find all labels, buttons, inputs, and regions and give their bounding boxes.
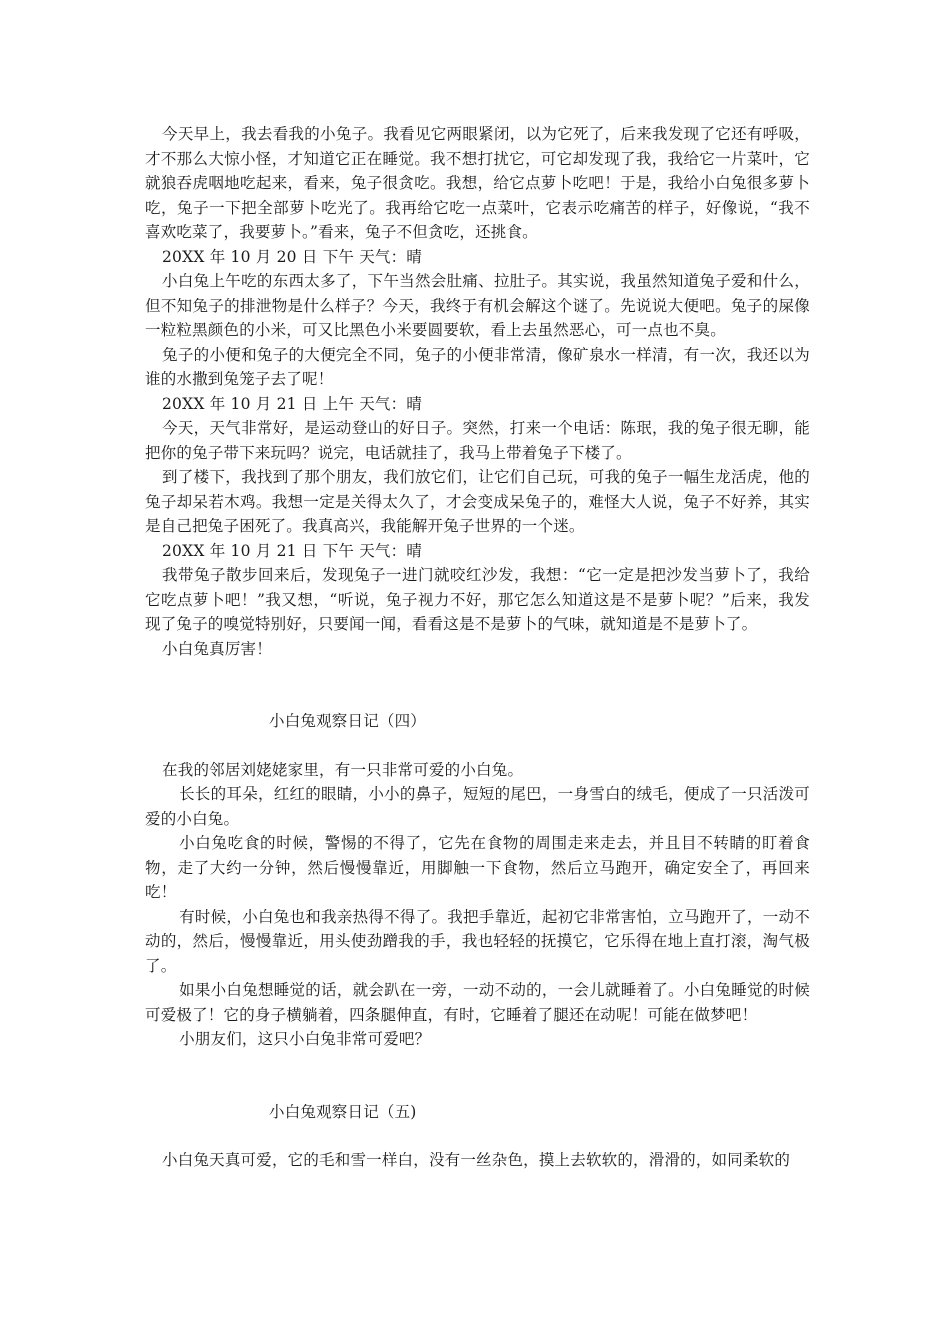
diary-date: 20XX 年 10 月 20 日 下午 天气：晴 (162, 247, 423, 266)
paragraph: 小白兔吃食的时候，警惕的不得了，它先在食物的周围走来走去，并且目不转睛的盯着食物，走了大约一分钟，然后慢慢靠近，用脚触一下食物，然后立马跑开，确定安全了，再回来吃！ (145, 834, 810, 901)
spacer (145, 1052, 810, 1100)
paragraph: 小白兔真厉害！ (162, 639, 272, 658)
diary-date: 20XX 年 10 月 21 日 下午 天气：晴 (162, 541, 423, 560)
paragraph: 小白兔上午吃的东西太多了，下午当然会肚痛、拉肚子。其实说，我虽然知道兔子爱和什么，但不知兔子的排泄物是什么样子？今天，我终于有机会解这个谜了。先说说大便吧。兔子的屎像一粒粒黑颜色的小米，可又比黑色小米要圆要软，看上去虽然恶心，可一点也不臭。 (145, 272, 810, 339)
document-page (145, 122, 810, 1173)
paragraph: 到了楼下，我找到了那个朋友，我们放它们，让它们自己玩，可我的兔子一幅生龙活虎，他的兔子却呆若木鸡。我想一定是关得太久了，才会变成呆兔子的，难怪大人说，兔子不好养，其实是自己把兔子困死了。我真高兴，我能解开兔子世界的一个迷。 (145, 468, 810, 535)
section-title: 小白兔观察日记（五) (269, 1102, 417, 1121)
paragraph: 兔子的小便和兔子的大便完全不同，兔子的小便非常清，像矿泉水一样清，有一次，我还以为谁的水撒到兔笼子去了呢！ (145, 345, 810, 388)
spacer (145, 1124, 810, 1148)
paragraph: 在我的邻居刘姥姥家里，有一只非常可爱的小白兔。 (162, 760, 524, 779)
paragraph: 今天，天气非常好，是运动登山的好日子。突然，打来一个电话：陈珉，我的兔子很无聊，能把你的兔子带下来玩吗？说完，电话就挂了，我马上带着兔子下楼了。 (145, 419, 810, 462)
diary-date: 20XX 年 10 月 21 日 上午 天气：晴 (162, 394, 423, 413)
paragraph: 小朋友们，这只小白兔非常可爱吧？ (179, 1030, 431, 1048)
spacer (145, 661, 810, 709)
paragraph: 有时候，小白兔也和我亲热得不得了。我把手靠近，起初它非常害怕，立马跑开了，一动不动的，然后，慢慢靠近，用头使劲蹭我的手，我也轻轻的抚摸它，它乐得在地上直打滚，淘气极了。 (145, 907, 810, 975)
paragraph: 长长的耳朵，红红的眼睛，小小的鼻子，短短的尾巴，一身雪白的绒毛，便成了一只活泼可爱的小白兔。 (145, 785, 810, 828)
paragraph: 我带兔子散步回来后，发现兔子一进门就咬红沙发，我想：“它一定是把沙发当萝卜了，我给它吃点萝卜吧！”我又想，“听说，兔子视力不好，那它怎么知道这是不是萝卜呢？”后来，我发现了兔子的嗅觉特别好，只要闻一闻，看看这是不是萝卜的气味，就知道是不是萝卜了。 (145, 566, 810, 633)
spacer (145, 734, 810, 758)
paragraph: 如果小白兔想睡觉的话，就会趴在一旁，一动不动的，一会儿就睡着了。小白兔睡觉的时候可爱极了！它的身子横躺着，四条腿伸直，有时，它睡着了腿还在动呢！可能在做梦吧！ (145, 981, 810, 1024)
paragraph: 小白兔天真可爱，它的毛和雪一样白，没有一丝杂色，摸上去软软的，滑滑的，如同柔软的 (162, 1151, 791, 1169)
section-title: 小白兔观察日记（四） (269, 712, 427, 730)
paragraph: 今天早上，我去看我的小兔子。我看见它两眼紧闭，以为它死了，后来我发现了它还有呼吸，才不那么大惊小怪，才知道它正在睡觉。我不想打扰它，可它却发现了我，我给它一片菜叶，它就狼吞虎咽地吃起来，看来，兔子很贪吃。我想，给它点萝卜吃吧！于是，我给小白兔很多萝卜吃，兔子一下把全部萝卜吃光了。我再给它吃一点菜叶，它表示吃痛苦的样子，好像说，“我不喜欢吃菜了，我要萝卜。”看来，兔子不但贪吃，还挑食。 (145, 125, 810, 241)
